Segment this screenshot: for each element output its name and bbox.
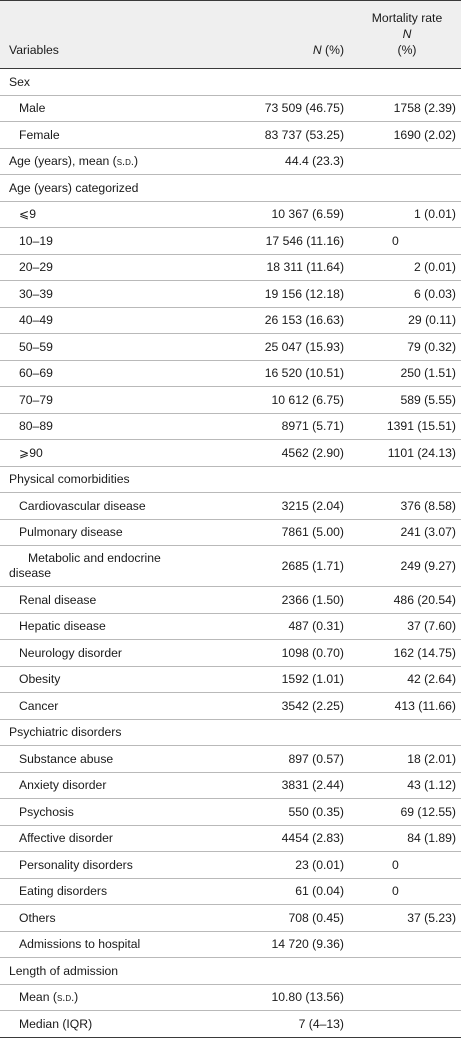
section-row-length xyxy=(0,958,461,985)
cell-n: 708 (0.45) xyxy=(247,905,352,932)
cell-mortality: 249 (9.27) xyxy=(352,546,461,587)
cell-n: 10.80 (13.56) xyxy=(247,984,352,1011)
table-row-age-mean xyxy=(0,148,461,175)
cell-mortality: 29 (0.11) xyxy=(352,307,461,334)
cell-mortality: 589 (5.55) xyxy=(352,387,461,414)
cell-n: 1098 (0.70) xyxy=(247,640,352,667)
cell-n: 73 509 (46.75) xyxy=(247,95,352,122)
table-row-renal xyxy=(0,587,461,614)
row-label: Admissions to hospital xyxy=(19,937,141,952)
cell-n: 1592 (1.01) xyxy=(247,666,352,693)
row-label: ⩾90 xyxy=(19,445,43,460)
section-row-age-categorized xyxy=(0,175,461,202)
cell-mortality: 79 (0.32) xyxy=(352,334,461,361)
table-row-age-60-69 xyxy=(0,360,461,387)
table-row-age-30-39 xyxy=(0,281,461,308)
table-row-age-le9 xyxy=(0,201,461,228)
table-row-cancer xyxy=(0,693,461,720)
cell-mortality: 376 (8.58) xyxy=(352,493,461,520)
cell-n: 44.4 (23.3) xyxy=(247,148,352,175)
table-row-age-10-19 xyxy=(0,228,461,255)
cell-mortality: 1 (0.01) xyxy=(352,201,461,228)
table-row-female xyxy=(0,122,461,149)
row-label: Female xyxy=(19,127,60,142)
table-row-neurology xyxy=(0,640,461,667)
cell-mortality: 162 (14.75) xyxy=(352,640,461,667)
table-row-age-ge90 xyxy=(0,440,461,467)
row-label: Renal disease xyxy=(19,592,97,607)
row-label: Psychiatric disorders xyxy=(0,719,247,746)
row-label: Physical comorbidities xyxy=(0,466,247,493)
table-row-age-50-59 xyxy=(0,334,461,361)
cell-n: 8971 (5.71) xyxy=(247,413,352,440)
table-row-substance xyxy=(0,746,461,773)
cell-mortality: 84 (1.89) xyxy=(352,825,461,852)
row-label: Metabolic and endocrine disease xyxy=(0,546,247,587)
row-label: Cancer xyxy=(19,698,59,713)
cell-n: 61 (0.04) xyxy=(247,878,352,905)
row-label: 10–19 xyxy=(19,233,53,248)
cell-mortality: 1101 (24.13) xyxy=(352,440,461,467)
cell-mortality: 250 (1.51) xyxy=(352,360,461,387)
table-row-psychosis xyxy=(0,799,461,826)
cell-n: 3215 (2.04) xyxy=(247,493,352,520)
cell-n: 487 (0.31) xyxy=(247,613,352,640)
row-label: 40–49 xyxy=(19,313,53,328)
cell-mortality: 2 (0.01) xyxy=(352,254,461,281)
cell-mortality: 37 (5.23) xyxy=(352,905,461,932)
row-label: Median (IQR) xyxy=(19,1016,93,1031)
cell-n: 19 156 (12.18) xyxy=(247,281,352,308)
row-label: Substance abuse xyxy=(19,751,114,766)
cell-mortality: 18 (2.01) xyxy=(352,746,461,773)
row-label: Sex xyxy=(0,69,247,96)
cell-n: 4454 (2.83) xyxy=(247,825,352,852)
row-label: ⩽9 xyxy=(19,207,36,222)
cell-n: 7 (4–13) xyxy=(247,1011,352,1038)
row-label: Cardiovascular disease xyxy=(19,498,146,513)
table-row-admissions xyxy=(0,931,461,958)
table-row-length-mean xyxy=(0,984,461,1011)
row-label: Anxiety disorder xyxy=(19,778,107,793)
cell-n: 7861 (5.00) xyxy=(247,519,352,546)
table-row-obesity xyxy=(0,666,461,693)
row-label: 30–39 xyxy=(19,286,53,301)
table-row-age-20-29 xyxy=(0,254,461,281)
cell-mortality: 69 (12.55) xyxy=(352,799,461,826)
cell-n: 16 520 (10.51) xyxy=(247,360,352,387)
row-label: 60–69 xyxy=(19,366,53,381)
cell-n: 83 737 (53.25) xyxy=(247,122,352,149)
table-row-age-70-79 xyxy=(0,387,461,414)
cell-n: 4562 (2.90) xyxy=(247,440,352,467)
cell-n: 3831 (2.44) xyxy=(247,772,352,799)
cell-mortality: 413 (11.66) xyxy=(352,693,461,720)
table-row-personality xyxy=(0,852,461,879)
table-row-eating xyxy=(0,878,461,905)
table-row-anxiety xyxy=(0,772,461,799)
row-label: Affective disorder xyxy=(19,831,113,846)
header-row xyxy=(0,1,461,69)
cell-mortality: 42 (2.64) xyxy=(352,666,461,693)
cell-n: 14 720 (9.36) xyxy=(247,931,352,958)
row-label: Others xyxy=(19,910,56,925)
row-label: Male xyxy=(19,101,46,116)
cell-mortality: 1391 (15.51) xyxy=(352,413,461,440)
cell-n: 18 311 (11.64) xyxy=(247,254,352,281)
cell-n: 2366 (1.50) xyxy=(247,587,352,614)
cell-n: 10 612 (6.75) xyxy=(247,387,352,414)
row-label: Psychosis xyxy=(19,804,74,819)
row-label: 50–59 xyxy=(19,339,53,354)
cell-mortality: 241 (3.07) xyxy=(352,519,461,546)
row-label: Mean (s.d.) xyxy=(19,990,79,1005)
cell-n: 17 546 (11.16) xyxy=(247,228,352,255)
cell-mortality: 1758 (2.39) xyxy=(352,95,461,122)
header-n: N (%) xyxy=(247,1,352,69)
cell-mortality: 43 (1.12) xyxy=(352,772,461,799)
cell-mortality: 486 (20.54) xyxy=(352,587,461,614)
header-mortality: Mortality rate N (%) xyxy=(352,1,461,69)
row-label: Neurology disorder xyxy=(19,645,122,660)
cell-n: 897 (0.57) xyxy=(247,746,352,773)
row-label: Pulmonary disease xyxy=(19,525,123,540)
row-label: Personality disorders xyxy=(19,857,133,872)
cell-mortality: 0 xyxy=(352,852,461,879)
cell-n: 10 367 (6.59) xyxy=(247,201,352,228)
cell-n: 23 (0.01) xyxy=(247,852,352,879)
cell-n: 26 153 (16.63) xyxy=(247,307,352,334)
section-row-sex xyxy=(0,69,461,96)
table-row-metabolic xyxy=(0,546,461,587)
row-label: Length of admission xyxy=(0,958,247,985)
table-row-length-median xyxy=(0,1011,461,1038)
section-row-physical xyxy=(0,466,461,493)
cell-mortality: 0 xyxy=(352,878,461,905)
cell-mortality: 0 xyxy=(352,228,461,255)
table-row-male xyxy=(0,95,461,122)
row-label: Age (years) categorized xyxy=(0,175,247,202)
cell-mortality: 1690 (2.02) xyxy=(352,122,461,149)
cell-n: 25 047 (15.93) xyxy=(247,334,352,361)
table-row-age-80-89 xyxy=(0,413,461,440)
table-row-age-40-49 xyxy=(0,307,461,334)
row-label: 20–29 xyxy=(19,260,53,275)
row-label: Obesity xyxy=(19,672,61,687)
section-row-psychiatric xyxy=(0,719,461,746)
cell-n: 550 (0.35) xyxy=(247,799,352,826)
cell-n: 3542 (2.25) xyxy=(247,693,352,720)
row-label: Eating disorders xyxy=(19,884,108,899)
table-row-others xyxy=(0,905,461,932)
cell-mortality: 6 (0.03) xyxy=(352,281,461,308)
table-row-pulmonary xyxy=(0,519,461,546)
row-label: Age (years), mean (s.d.) xyxy=(0,148,247,175)
table-row-cardio xyxy=(0,493,461,520)
row-label: 70–79 xyxy=(19,392,53,407)
table-row-affective xyxy=(0,825,461,852)
cell-n: 2685 (1.71) xyxy=(247,546,352,587)
row-label: 80–89 xyxy=(19,419,53,434)
header-variables: Variables xyxy=(0,1,247,69)
table-row-hepatic xyxy=(0,613,461,640)
cell-mortality: 37 (7.60) xyxy=(352,613,461,640)
row-label: Hepatic disease xyxy=(19,619,106,634)
